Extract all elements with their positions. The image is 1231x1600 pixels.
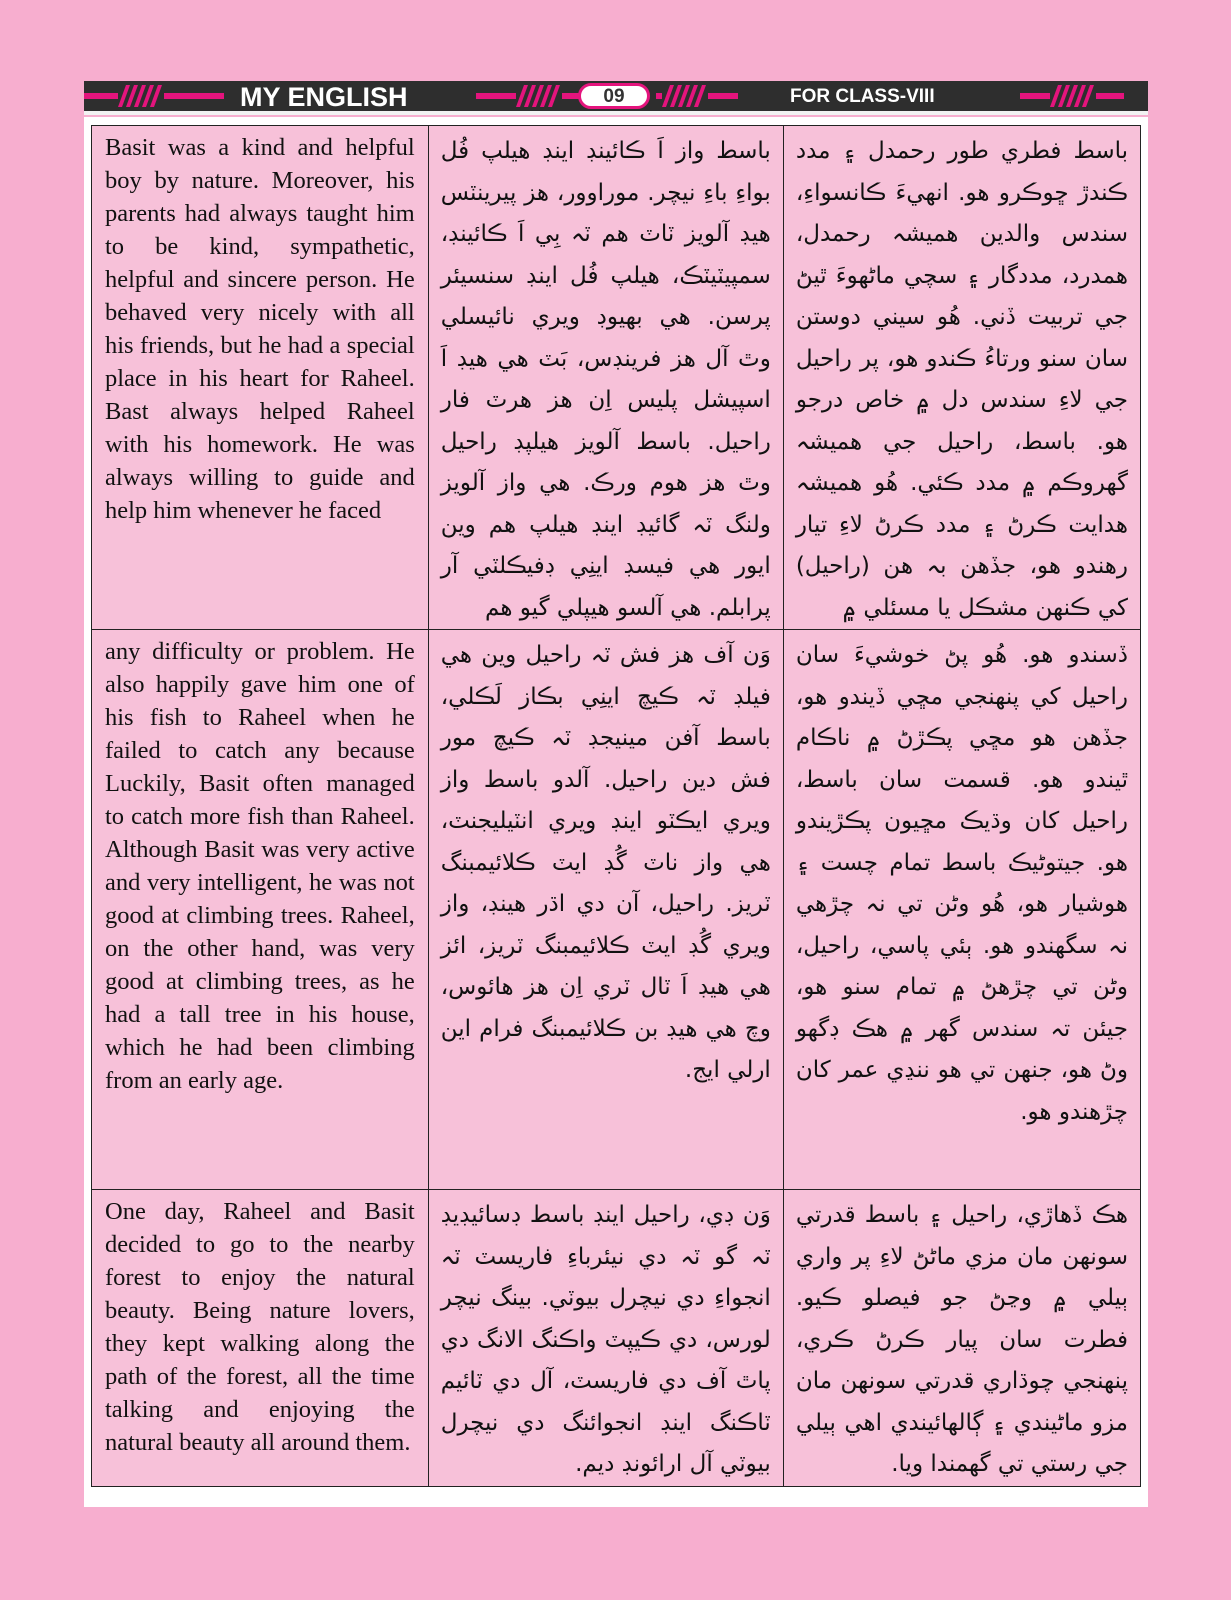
header-decoration-center-right bbox=[656, 85, 738, 107]
page-content bbox=[84, 117, 1148, 1507]
header-decoration-right bbox=[1020, 85, 1124, 107]
english-cell: One day, Raheel and Basit decided to go to the nearby forest to enjoy the natural beauty. Being nature lovers, they kept walking along the path of the forest, all the time talking and enjoying the natural beauty all around them. bbox=[92, 1190, 429, 1487]
page-number: 09 bbox=[578, 83, 650, 109]
table-row bbox=[92, 126, 1141, 630]
translation-table bbox=[91, 125, 1141, 1487]
transliteration-cell: وَن ڊي، راحيل اينڊ باسط ڊسائيڊيڊ ٽہ گو ٽہ دي نيئرباءِ فاريسٽ ٽہ انجواءِ دي نيچرل بيوٽي. بينگ نيچر لورس، دي ڪيپٽ واڪنگ الانگ دي پاٿ آف دي فاريسٽ، آل دي ٽائيم ٽاڪنگ اينڊ انجوائنگ دي نيچرل بيوٽي آل ارائونڊ ديم. bbox=[428, 1190, 783, 1487]
table-row bbox=[92, 630, 1141, 1190]
sindhi-translation-cell: باسط فطري طور رحمدل ۽ مدد ڪندڙ ڇوڪرو هو. انهيءَ ڪانسواءِ، سندس والدين هميشہ رحمدل، همدرد، مددگار ۽ سچي ماڻهوءَ ٿيڻ جي تربيت ڏني. هُو سيني دوستن سان سنو ورتاءُ ڪندو هو، پر راحيل جي لاءِ سندس دل ۾ خاص درجو هو. باسط، راحيل جي هميشہ گهروڪم ۾ مدد ڪئي. هُو هميشہ هدايت ڪرڻ ۽ مدد ڪرڻ لاءِ تيار رهندو هو، جڏهن بہ هن (راحيل) کي ڪنهن مشڪل يا مسئلي ۾ bbox=[783, 126, 1140, 630]
table-row bbox=[92, 1190, 1141, 1487]
transliteration-cell: باسط واز اَ ڪائينڊ اينڊ هيلپ فُل بواءِ باءِ نيچر. موراوور، هز پيرينٽس هيڊ آلويز ٽاٽ هم ٽہ بِي اَ ڪائينڊ، سمپيٽيٽڪ، هيلپ فُل اينڊ سنسيئر پرسن. هي بهيوڊ ويري نائيسلي وٿ آل هز فرينڊس، بَٽ هي هيڊ اَ اسپيشل پليس اِن هز هرٽ فار راحيل. باسط آلويز هيلپڊ راحيل وٿ هز هوم ورڪ. هي واز آلويز ولنگ ٽہ گائيڊ اينڊ هيلپ هم وين ايور هي فيسڊ اينِي ڊفيڪلٽي آر پرابلم. هي آلسو هيپلي گيو هم bbox=[428, 126, 783, 630]
book-title: MY ENGLISH bbox=[240, 82, 408, 112]
header-bar bbox=[84, 81, 1148, 115]
english-cell: Basit was a kind and helpful boy by nature. Moreover, his parents had always taught him to be kind, sympathetic, helpful and sincere person. He behaved very nicely with all his friends, but he had a special place in his heart for Raheel. Bast always helped Raheel with his homework. He was always willing to guide and help him whenever he faced bbox=[92, 126, 429, 630]
header-decoration-left bbox=[84, 85, 224, 107]
sindhi-translation-cell: ڏسندو هو. هُو پڻ خوشيءَ سان راحيل کي پنهنجي مڇي ڏيندو هو، جڏهن هو مڇي پڪڙڻ ۾ ناڪام ٿيندو هو. قسمت سان باسط، راحيل کان وڌيڪ مڇيون پڪڙيندو هو. جيتوڻيڪ باسط تمام چست ۽ هوشيار هو، هُو وڻن تي نہ چڙهي نہ سگهندو هو. ٻئي پاسي، راحيل، وڻن تي چڙهڻ ۾ تمام سنو هو، جيئن تہ سندس گهر ۾ هڪ ڊگهو وڻ هو، جنهن تي هو ننڍي عمر کان چڙهندو هو. bbox=[783, 630, 1140, 1190]
english-cell: any difficulty or problem. He also happily gave him one of his fish to Raheel when he failed to catch any because Luckily, Basit often managed to catch more fish than Raheel. Although Basit was very active and very intelligent, he was not good at climbing trees. Raheel, on the other hand, was very good at climbing trees, as he had a tall tree in his house, which he had been climbing from an early age. bbox=[92, 630, 429, 1190]
class-label: FOR CLASS-VIII bbox=[790, 86, 935, 107]
header-decoration-center-left bbox=[476, 85, 582, 107]
sindhi-translation-cell: هڪ ڏهاڙي، راحيل ۽ باسط قدرتي سونهن مان مزي ماڻڻ لاءِ پر واري ٻيلي ۾ وڃڻ جو فيصلو ڪيو. فطرت سان پيار ڪرڻ ڪري، پنهنجي چوڌاري قدرتي سونهن مان مزو ماڻيندي ۽ ڳالهائيندي اهي ٻيلي جي رستي تي گهمندا ويا. bbox=[783, 1190, 1140, 1487]
transliteration-cell: وَن آف هز فش ٽہ راحيل وين هي فيلڊ ٽہ ڪيچ اينِي بڪاز لَڪلي، باسط آفن مينيجڊ ٽہ ڪيچ مور فش دين راحيل. آلدو باسط واز ويري ايڪٽو اينڊ ويري انٽيليجنٽ، هي واز ناٽ گُڊ ايٽ ڪلائيمبنگ ٽريز. راحيل، آن دي اڌر هينڊ، واز ويري گُڊ ايٽ ڪلائيمبنگ ٽريز، ائز هي هيڊ اَ ٽال ٽري اِن هز هائوس، وچ هي هيڊ بن ڪلائيمبنگ فرام اين ارلي ايج. bbox=[428, 630, 783, 1190]
